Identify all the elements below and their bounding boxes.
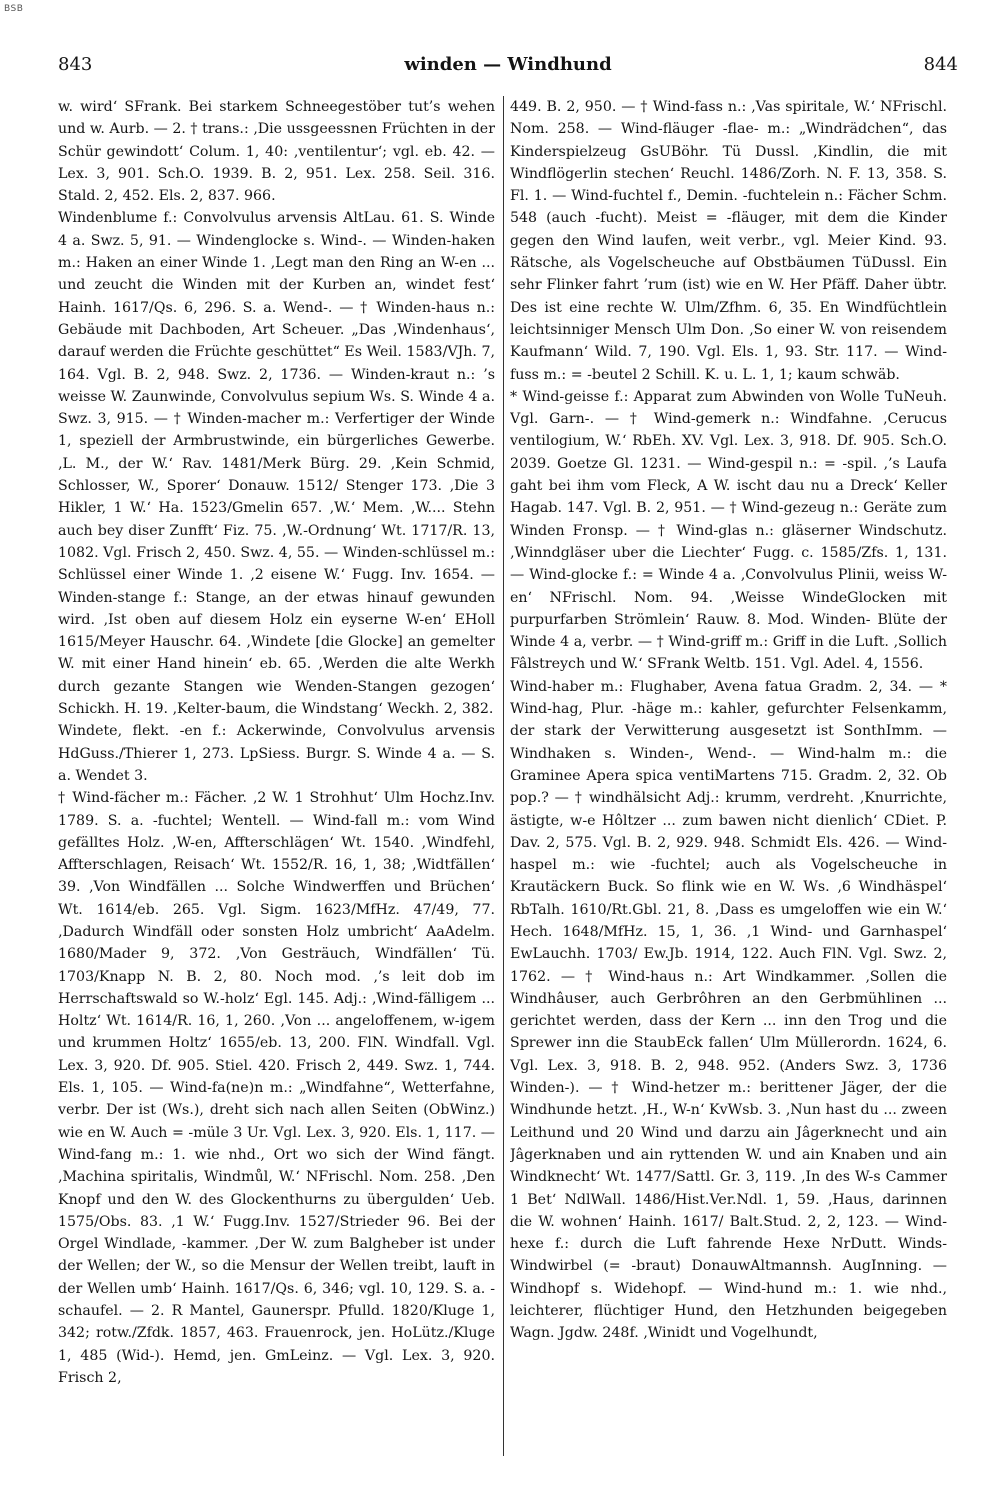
entry-paragraph: w. wird‘ SFrank. Bei starkem Schneegestöber tut’s wehen und w. Aurb. — 2. † trans.: ‚Die ussgeessnen Früchten in der Schür gewindott‘ Colum. 1, 40: ‚ventilentur‘; vgl. eb. 42. — Lex. 3, 901. Sch.O. 1939. B. 2, 951. Lex. 258. Seil. 316. Stald. 2, 452. Els. 2, 837. 966.	[58, 99, 495, 205]
left-column	[58, 96, 495, 1456]
entry-paragraph: Wind-haber m.: Flughaber, Avena fatua Gradm. 2, 34. — * Wind-hag, Plur. -häge m.: kahler, gefurchter Felsenkamm, der stark der Verwitterung ausgesetzt ist SonthImm. — Windhaken s. Winden-, Wend-. — Wind-halm m.: die Graminee Apera spica ventiMartens 715. Gradm. 2, 32. Ob pop.? — † windhälsicht Adj.: krumm, verdreht. ‚Knurrichte, ästigte, w-e Hôltzer ... zum bawen nicht dienlich‘ CDiet. P. Dav. 2, 575. Vgl. B. 2, 929. 948. Schmidt Els. 426. — Wind-haspel m.: wie -fuchtel; auch als Vogelscheuche in Krautäckern Buck. So flink wie en W. Ws. ‚6 Windhäspel‘ RbTalh. 1610/Rt.Gbl. 21, 8. ‚Dass es umgeloffen wie ein W.‘ Hech. 1648/MfHz. 15, 1, 36. ‚1 Wind- und Garnhaspel‘ EwLauchh. 1703/ Ew.Jb. 1914, 122. Auch FlN. Vgl. Swz. 2, 1762. — † Wind-haus n.: Art Windkammer. ‚Sollen die Windhâuser, auch Gerbrôhren an den Gerbmühlinen ... gerichtet werden, dass der Kern ... inn den Trog und die Sprewer inn die StaubEck fallen‘ Ulm Müllerordn. 1624, 6. Vgl. Lex. 3, 918. B. 2, 948. 952. (Anders Swz. 3, 1736 Winden-). — † Wind-hetzer m.: berittener Jäger, der die Windhunde hetzt. ‚H., W-n‘ KvWsb. 3. ‚Nun hast du ... zween Leithund und 20 Wind und darzu ain Jâgerknecht und ain Jâgerknaben und ain ryttenden W. und ain Knaben und ain Windknecht‘ Wt. 1477/Sattl. Gr. 3, 119. ‚In des W-s Cammer 1 Bet‘ NdlWall. 1486/Hist.Ver.Ndl. 1, 59. ‚Haus, darinnen die W. wohnen‘ Hainh. 1617/ Balt.Stud. 2, 2, 123. — Wind-hexe f.: durch die Luft fahrende Hexe NrDutt. Winds- Windwirbel (= -braut) DonauwAltmannsh. AugInning. — Windhopf s. Widehopf. — Wind-hund m.: 1. wie nhd., leichterer, flüchtiger Hund, den Hetzhunden beigegeben Wagn. Jgdw. 248f. ‚Winidt und Vogelhundt,	[510, 678, 947, 1342]
column-divider	[503, 96, 504, 1456]
entry-paragraph: * Wind-geisse f.: Apparat zum Abwinden von Wolle TuNeuh. Vgl. Garn-. — † Wind-gemerk n.: Windfahne. ‚Cerucus ventilogium, W.‘ RbEh. XV. Vgl. Lex. 3, 918. Df. 905. Sch.O. 2039. Goetze Gl. 1231. — Wind-gespil n.: = -spil. ‚’s Laufa gaht bei ihm vom Fleck, A W. ischt dau nu a Dreck‘ Keller Hagab. 147. Vgl. B. 2, 951. — † Wind-gezeug n.: Geräte zum Winden Fronsp. — † Wind-glas n.: gläserner Windschutz. ‚Winndgläser uber die Liechter‘ Fugg. c. 1585/Zfs. 1, 131. — Wind-glocke f.: = Winde 4 a. ‚Convolvulus Plinii, weiss W-en‘ NFrischl. Nom. 94. ‚Weisse WindeGlocken mit purpurfarben Strömlein‘ Rauw. 8. Mod. Winden- Blüte der Winde 4 a, verbr. — † Wind-griff m.: Griff in die Luft. ‚Sollich Fâlstreych und W.‘ SFrank Weltb. 151. Vgl. Adel. 4, 1556.	[510, 388, 947, 673]
right-page-number: 844	[923, 54, 958, 75]
running-title: winden — Windhund	[404, 54, 612, 75]
running-header	[58, 54, 958, 84]
entry-paragraph: Windete, flekt. -en f.: Ackerwinde, Convolvulus arvensis HdGuss./Thierer 1, 273. LpSiess. Burgr. S. Winde 4 a. — S. a. Wendet 3.	[58, 723, 495, 784]
right-column	[510, 96, 947, 1456]
entry-paragraph: † Wind-fächer m.: Fächer. ‚2 W. 1 Strohhut‘ Ulm Hochz.Inv. 1789. S. a. -fuchtel; Wentell. — Wind-fall m.: vom Wind gefälltes Holz. ‚W-en, Affterschlägen‘ Wt. 1540. ‚Windfehl, Affterschlagen, Reisach‘ Wt. 1552/R. 16, 1, 38; ‚Widtfällen‘ 39. ‚Von Windfällen ... Solche Windwerffen und Brüchen‘ Wt. 1614/eb. 265. Vgl. Sigm. 1623/MfHz. 47/49, 77. ‚Dadurch Windfäll oder sonsten Holz umbricht‘ AaAdelm. 1680/Mader 9, 372. ‚Von Gesträuch, Windfällen‘ Tü. 1703/Knapp N. B. 2, 80. Noch mod. ‚’s leit dob im Herrschaftswald so W.-holz‘ Egl. 145. Adj.: ‚Wind-fälligem ... Holtz‘ Wt. 1614/R. 16, 1, 260. ‚Von ... angeloffenem, w-igem und krummen Holtz‘ 1655/eb. 13, 200. FlN. Windfall. Vgl. Lex. 3, 920. Df. 905. Stiel. 420. Frisch 2, 449. Swz. 1, 744. Els. 1, 105. — Wind-fa(ne)n m.: „Windfahne“, Wetterfahne, verbr. Der ist (Ws.), dreht sich nach allen Seiten (ObWinz.) wie en W. Auch = -müle 3 Ur. Vgl. Lex. 3, 920. Els. 1, 117. — Wind-fang m.: 1. wie nhd., Ort wo sich der Wind fängt. ‚Machina spiritalis, Windmůl, W.‘ NFrischl. Nom. 258. ‚Den Knopf und den W. des Glockenthurns zu übergulden‘ Ueb. 1575/Obs. 83. ‚1 W.‘ Fugg.Inv. 1527/Strieder 96. Bei der Orgel Windlade, -kammer. ‚Der W. zum Balgheber ist under der Wellen; der W., so die Mensur der Wellen treibt, lauft in der Wellen umb‘ Hainh. 1617/Qs. 6, 346; vgl. 10, 129. S. a. -schaufel. — 2. R Mantel, Gaunerspr. Pfulld. 1820/Kluge 1, 342; rotw./Zfdk. 1857, 463. Frauenrock, jen. HoLütz./Kluge 1, 485 (Wid-). Hemd, jen. GmLeinz. — Vgl. Lex. 3, 920. Frisch 2,	[58, 790, 495, 1386]
left-page-number: 843	[58, 54, 93, 75]
entry-paragraph: 449. B. 2, 950. — † Wind-fass n.: ‚Vas spiritale, W.‘ NFrischl. Nom. 258. — Wind-fläuger -flae- m.: „Windrädchen“, das Kinderspielzeug GsUBöhr. Tü Dussl. ‚Kindlin, die mit Windflögerlin stechen‘ Reuchl. 1486/Zorh. N. F. 13, 358. S. Fl. 1. — Wind-fuchtel f., Demin. -fuchtelein n.: Fächer Schm. 548 (auch -fucht). Meist = -fläuger, mit dem die Kinder gegen den Wind laufen, weit verbr., vgl. Meier Kind. 93. Rätsche, als Vogelscheuche auf Obstbäumen TüDussl. Ein sehr Flinker fahrt ’rum (ist) wie en W. Her Pfäff. Daher übtr. Des ist eine rechte W. Ulm/Zfhm. 6, 35. En Windfüchtlein leichtsinniger Mensch Ulm Don. ‚So einer W. von reisendem Kaufmann‘ Wild. 7, 190. Vgl. Els. 1, 93. Str. 117. — Wind-fuss m.: = -beutel 2 Schill. K. u. L. 1, 1; kaum schwäb.	[510, 99, 947, 383]
library-stamp: BSB	[4, 4, 24, 14]
entry-paragraph: Windenblume f.: Convolvulus arvensis AltLau. 61. S. Winde 4 a. Swz. 5, 91. — Windenglocke s. Wind-. — Winden-haken m.: Haken an einer Winde 1. ‚Legt man den Ring an W-en ... und zeucht die Winden mit der Kurben an, windet fest‘ Hainh. 1617/Qs. 6, 296. S. a. Wend-. — † Winden-haus n.: Gebäude mit Dachboden, Art Scheuer. „Das ‚Windenhaus‘, darauf werden die Früchte geschüttet“ Es Weil. 1583/VJh. 7, 164. Vgl. B. 2, 948. Swz. 2, 1736. — Winden-kraut n.: ’s weisse W. Zaunwinde, Convolvulus sepium Ws. S. Winde 4 a. Swz. 3, 915. — † Winden-macher m.: Verfertiger der Winde 1, speziell der Armbrustwinde, ein bürgerliches Gewerbe. ‚L. M., der W.‘ Rav. 1481/Merk Bürg. 29. ‚Kein Schmid, Schlosser, W., Sporer‘ Donauw. 1512/ Stenger 173. ‚Die 3 Hikler, 1 W.‘ Ha. 1523/Gmelin 657. ‚W.‘ Mem. ‚W.... Stehn auch bey diser Zunfft‘ Fiz. 75. ‚W.-Ordnung‘ Wt. 1717/R. 13, 1082. Vgl. Frisch 2, 450. Swz. 4, 55. — Winden-schlüssel m.: Schlüssel einer Winde 1. ‚2 eisene W.‘ Fugg. Inv. 1654. — Winden-stange f.: Stange, an der etwas hinauf gewunden wird. ‚Ist oben auf diesem Holz ein eyserne W-en‘ EHoll 1615/Meyer Hauschr. 64. ‚Windete [die Glocke] an gemelter W. mit einer Hand hinein‘ eb. 65. ‚Werden die alte Werkh durch gezante Stangen wie Wenden-Stangen gezogen‘ Schickh. H. 19. ‚Kelter-baum, die Windstang‘ Weckh. 2, 382.	[58, 210, 495, 718]
